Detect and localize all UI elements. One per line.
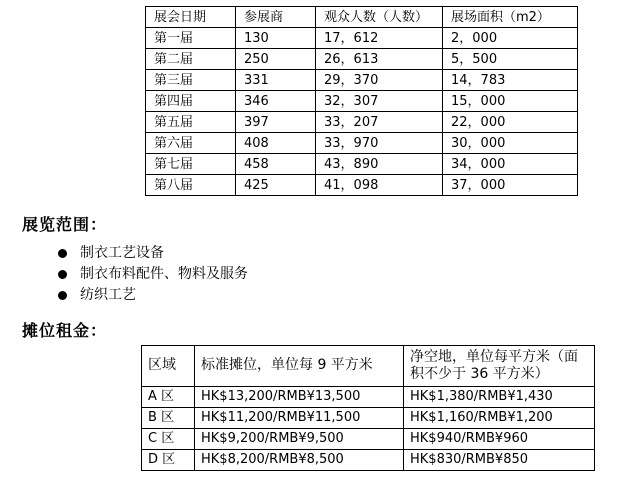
table-row	[146, 112, 578, 133]
column-header-session: 展会日期	[146, 7, 236, 28]
zone-cell: B 区	[142, 408, 195, 429]
raw-space-price-cell: HK$940/RMB¥960	[404, 429, 595, 450]
bullet-icon	[58, 249, 67, 258]
raw-space-price-cell: HK$830/RMB¥850	[404, 450, 595, 471]
session-cell: 第五届	[146, 112, 236, 133]
visitors-cell: 29，370	[316, 70, 443, 91]
exhibitors-cell: 250	[236, 49, 316, 70]
list-item-label: 纺织工艺	[80, 287, 136, 303]
bullet-icon	[58, 270, 67, 279]
exhibitors-cell: 331	[236, 70, 316, 91]
area-cell: 5，500	[443, 49, 578, 70]
column-header-exhibitors: 参展商	[236, 7, 316, 28]
zone-cell: A 区	[142, 387, 195, 408]
list-item	[58, 243, 248, 264]
exhibitors-cell: 397	[236, 112, 316, 133]
session-cell: 第八届	[146, 175, 236, 196]
standard-booth-price-cell: HK$8,200/RMB¥8,500	[195, 450, 404, 471]
standard-booth-price-cell: HK$13,200/RMB¥13,500	[195, 387, 404, 408]
zone-cell: D 区	[142, 450, 195, 471]
booth-rent-table	[141, 345, 595, 471]
area-cell: 30，000	[443, 133, 578, 154]
list-item-label: 制衣布料配件、物料及服务	[80, 266, 248, 282]
table-row	[146, 91, 578, 112]
table-row	[142, 387, 595, 408]
exhibitors-cell: 346	[236, 91, 316, 112]
visitors-cell: 43，890	[316, 154, 443, 175]
exhibitors-cell: 130	[236, 28, 316, 49]
area-cell: 37，000	[443, 175, 578, 196]
standard-booth-price-cell: HK$11,200/RMB¥11,500	[195, 408, 404, 429]
bullet-icon	[58, 291, 67, 300]
table-row	[142, 408, 595, 429]
list-item-label: 制衣工艺设备	[80, 245, 164, 261]
rent-heading: 摊位租金：	[22, 321, 108, 340]
visitors-cell: 33，207	[316, 112, 443, 133]
area-cell: 22，000	[443, 112, 578, 133]
raw-space-price-cell: HK$1,160/RMB¥1,200	[404, 408, 595, 429]
column-header-visitors: 观众人数（人数）	[316, 7, 443, 28]
visitors-cell: 26，613	[316, 49, 443, 70]
area-cell: 14，783	[443, 70, 578, 91]
exhibitors-cell: 458	[236, 154, 316, 175]
visitors-cell: 41，098	[316, 175, 443, 196]
session-cell: 第三届	[146, 70, 236, 91]
visitors-cell: 32，307	[316, 91, 443, 112]
exhibitors-cell: 408	[236, 133, 316, 154]
session-cell: 第二届	[146, 49, 236, 70]
exhibition-history-table	[145, 6, 578, 196]
column-header-zone: 区域	[142, 346, 195, 387]
visitors-cell: 33，970	[316, 133, 443, 154]
table-row	[142, 429, 595, 450]
table-row	[146, 70, 578, 91]
column-header-standard-booth: 标准摊位，单位每 9 平方米	[195, 346, 404, 387]
table-row	[146, 49, 578, 70]
visitors-cell: 17，612	[316, 28, 443, 49]
table-row	[146, 154, 578, 175]
standard-booth-price-cell: HK$9,200/RMB¥9,500	[195, 429, 404, 450]
exhibitors-cell: 425	[236, 175, 316, 196]
scope-heading: 展览范围：	[22, 215, 108, 234]
table-header-row	[142, 346, 595, 387]
area-cell: 2，000	[443, 28, 578, 49]
area-cell: 34，000	[443, 154, 578, 175]
zone-cell: C 区	[142, 429, 195, 450]
list-item	[58, 285, 248, 306]
column-header-area: 展场面积（m2）	[443, 7, 578, 28]
area-cell: 15，000	[443, 91, 578, 112]
raw-space-price-cell: HK$1,380/RMB¥1,430	[404, 387, 595, 408]
table-row	[146, 175, 578, 196]
table-row	[142, 450, 595, 471]
session-cell: 第六届	[146, 133, 236, 154]
list-item	[58, 264, 248, 285]
table-row	[146, 28, 578, 49]
column-header-raw-space: 净空地，单位每平方米（面积不少于 36 平方米）	[404, 346, 595, 387]
table-header-row	[146, 7, 578, 28]
session-cell: 第一届	[146, 28, 236, 49]
session-cell: 第七届	[146, 154, 236, 175]
scope-list	[58, 243, 248, 306]
session-cell: 第四届	[146, 91, 236, 112]
table-row	[146, 133, 578, 154]
